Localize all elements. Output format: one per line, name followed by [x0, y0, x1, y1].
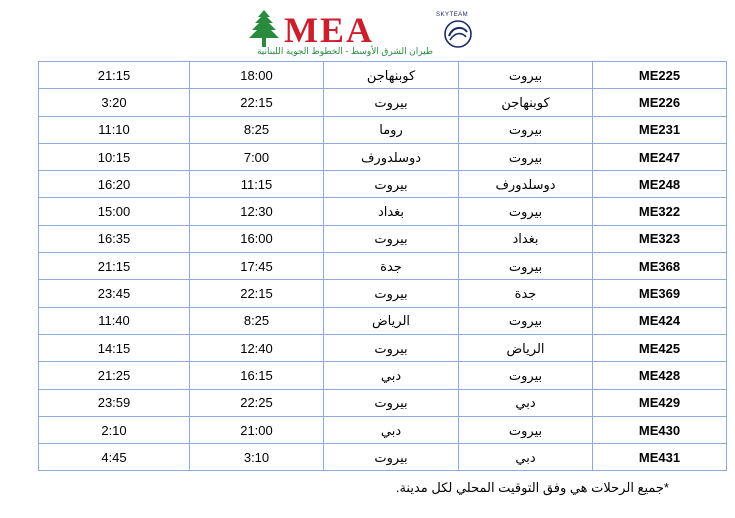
departure-time-cell: 8:25	[190, 307, 324, 334]
origin-cell: بيروت	[459, 253, 593, 280]
flight-number-cell: ME247	[593, 143, 727, 170]
arrival-time-cell: 23:45	[39, 280, 190, 307]
table-row	[39, 143, 727, 170]
footnote: *جميع الرحلات هي وفق التوقيت المحلي لكل مدينة.	[395, 480, 669, 495]
destination-cell: بيروت	[324, 89, 459, 116]
destination-cell: دبي	[324, 362, 459, 389]
table-row	[39, 362, 727, 389]
origin-cell: بيروت	[459, 362, 593, 389]
arrival-time-cell: 4:45	[39, 444, 190, 471]
origin-cell: بيروت	[459, 62, 593, 89]
origin-cell: الرياض	[459, 334, 593, 361]
cedar-tree-icon	[244, 8, 284, 50]
destination-cell: بيروت	[324, 444, 459, 471]
flight-number-cell: ME248	[593, 171, 727, 198]
table-row	[39, 198, 727, 225]
flight-number-cell: ME369	[593, 280, 727, 307]
departure-time-cell: 17:45	[190, 253, 324, 280]
departure-time-cell: 3:10	[190, 444, 324, 471]
departure-time-cell: 11:15	[190, 171, 324, 198]
flight-schedule-table	[38, 61, 727, 471]
departure-time-cell: 7:00	[190, 143, 324, 170]
origin-cell: دبي	[459, 444, 593, 471]
table-row	[39, 89, 727, 116]
origin-cell: جدة	[459, 280, 593, 307]
arrival-time-cell: 16:35	[39, 225, 190, 252]
destination-cell: بيروت	[324, 389, 459, 416]
table-row	[39, 307, 727, 334]
destination-cell: بيروت	[324, 225, 459, 252]
mea-logo-text: MEA	[284, 10, 374, 50]
table-row	[39, 116, 727, 143]
departure-time-cell: 16:15	[190, 362, 324, 389]
destination-cell: دوسلدورف	[324, 143, 459, 170]
origin-cell: بيروت	[459, 143, 593, 170]
destination-cell: الرياض	[324, 307, 459, 334]
arrival-time-cell: 11:10	[39, 116, 190, 143]
mea-arabic-name: طيران الشرق الأوسط - الخطوط الجوية اللبنانية	[256, 46, 434, 56]
skyteam-logo-icon	[440, 14, 476, 50]
flight-number-cell: ME430	[593, 416, 727, 443]
arrival-time-cell: 21:15	[39, 253, 190, 280]
table-row	[39, 416, 727, 443]
table-row	[39, 334, 727, 361]
table-row	[39, 62, 727, 89]
destination-cell: بغداد	[324, 198, 459, 225]
departure-time-cell: 12:30	[190, 198, 324, 225]
skyteam-label: SKYTEAM	[436, 12, 469, 18]
origin-cell: دبي	[459, 389, 593, 416]
flight-number-cell: ME225	[593, 62, 727, 89]
departure-time-cell: 22:25	[190, 389, 324, 416]
page-header	[0, 0, 735, 60]
arrival-time-cell: 14:15	[39, 334, 190, 361]
origin-cell: بيروت	[459, 307, 593, 334]
arrival-time-cell: 23:59	[39, 389, 190, 416]
arrival-time-cell: 11:40	[39, 307, 190, 334]
table-row	[39, 280, 727, 307]
flight-number-cell: ME323	[593, 225, 727, 252]
destination-cell: روما	[324, 116, 459, 143]
arrival-time-cell: 10:15	[39, 143, 190, 170]
departure-time-cell: 12:40	[190, 334, 324, 361]
flight-number-cell: ME322	[593, 198, 727, 225]
origin-cell: دوسلدورف	[459, 171, 593, 198]
arrival-time-cell: 2:10	[39, 416, 190, 443]
departure-time-cell: 8:25	[190, 116, 324, 143]
flight-number-cell: ME428	[593, 362, 727, 389]
flight-number-cell: ME431	[593, 444, 727, 471]
destination-cell: كوبنهاجن	[324, 62, 459, 89]
arrival-time-cell: 21:15	[39, 62, 190, 89]
mea-logo	[244, 8, 479, 58]
flight-number-cell: ME368	[593, 253, 727, 280]
destination-cell: دبي	[324, 416, 459, 443]
table-row	[39, 171, 727, 198]
table-row	[39, 444, 727, 471]
departure-time-cell: 18:00	[190, 62, 324, 89]
departure-time-cell: 21:00	[190, 416, 324, 443]
destination-cell: بيروت	[324, 171, 459, 198]
origin-cell: بغداد	[459, 225, 593, 252]
arrival-time-cell: 15:00	[39, 198, 190, 225]
flight-number-cell: ME424	[593, 307, 727, 334]
arrival-time-cell: 3:20	[39, 89, 190, 116]
origin-cell: كوبنهاجن	[459, 89, 593, 116]
flight-number-cell: ME425	[593, 334, 727, 361]
departure-time-cell: 22:15	[190, 280, 324, 307]
origin-cell: بيروت	[459, 416, 593, 443]
origin-cell: بيروت	[459, 116, 593, 143]
table-row	[39, 389, 727, 416]
table-row	[39, 253, 727, 280]
flight-number-cell: ME226	[593, 89, 727, 116]
arrival-time-cell: 21:25	[39, 362, 190, 389]
departure-time-cell: 22:15	[190, 89, 324, 116]
flight-number-cell: ME231	[593, 116, 727, 143]
flight-number-cell: ME429	[593, 389, 727, 416]
departure-time-cell: 16:00	[190, 225, 324, 252]
destination-cell: بيروت	[324, 334, 459, 361]
origin-cell: بيروت	[459, 198, 593, 225]
arrival-time-cell: 16:20	[39, 171, 190, 198]
destination-cell: بيروت	[324, 280, 459, 307]
destination-cell: جدة	[324, 253, 459, 280]
table-row	[39, 225, 727, 252]
